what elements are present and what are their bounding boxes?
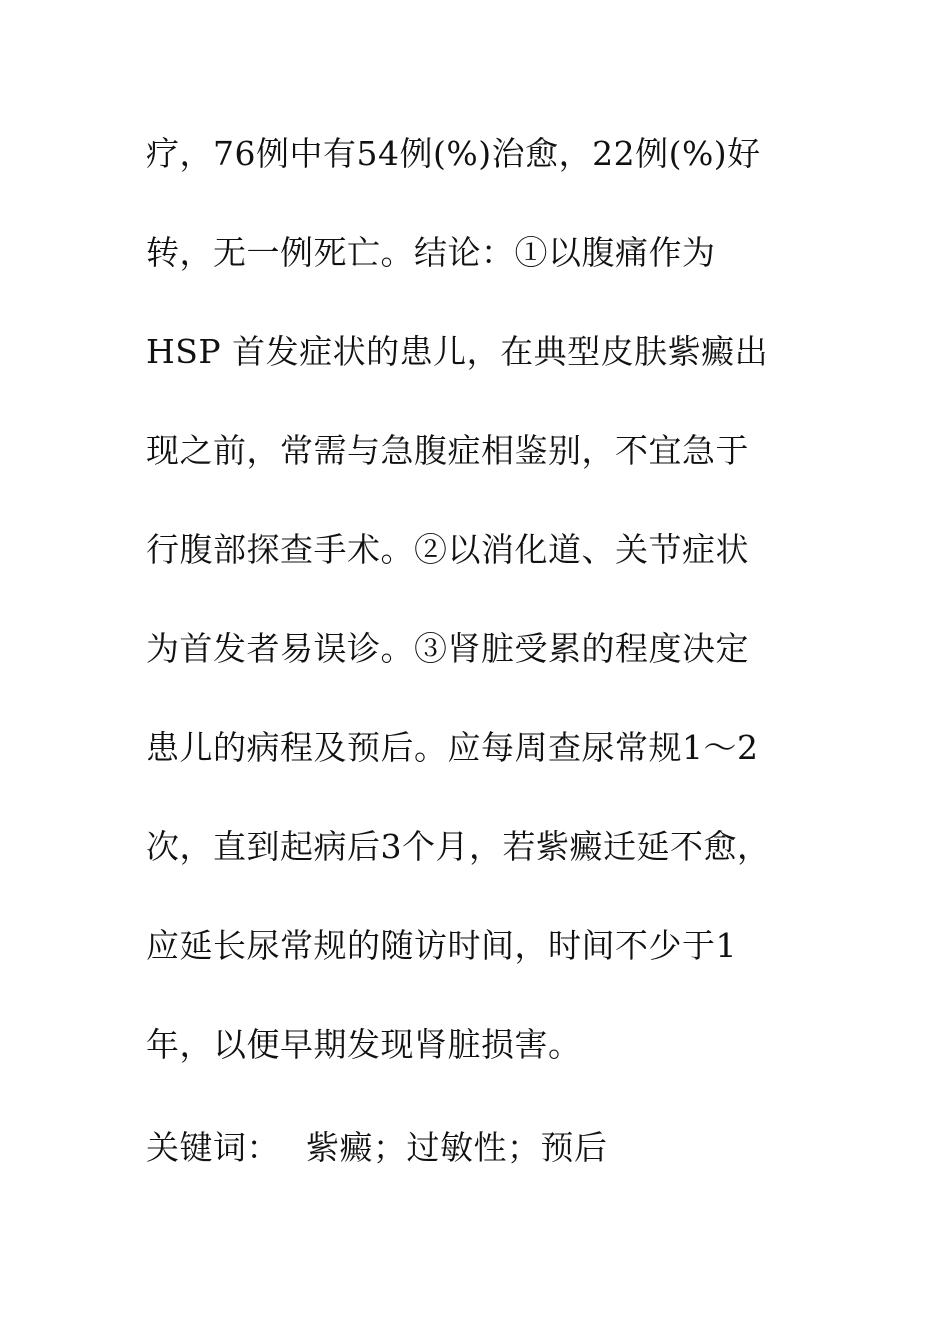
text-line: 转，无一例死亡。结论：①以腹痛作为 <box>146 233 716 272</box>
text-line: 现之前，常需与急腹症相鉴别，不宜急于 <box>146 431 749 470</box>
text-line: 患儿的病程及预后。应每周查尿常规1～2 <box>146 728 759 767</box>
keywords-line <box>146 1118 826 1178</box>
text-line: 疗，76例中有54例(%)治愈，22例(%)好 <box>146 134 761 173</box>
text-line: 应延长尿常规的随访时间，时间不少于1 <box>146 926 737 965</box>
text-line: 年，以便早期发现肾脏损害。 <box>146 1025 582 1064</box>
keywords-value: 紫癜；过敏性；预后 <box>306 1128 608 1167</box>
text-line: 行腹部探查手术。②以消化道、关节症状 <box>146 530 749 569</box>
abstract-text <box>146 124 826 1114</box>
keywords-label: 关键词： <box>146 1128 280 1167</box>
text-line: 次，直到起病后3个月，若紫癜迁延不愈， <box>146 827 771 866</box>
text-line: HSP 首发症状的患儿，在典型皮肤紫癜出 <box>146 332 769 371</box>
text-line: 为首发者易误诊。③肾脏受累的程度决定 <box>146 629 749 668</box>
